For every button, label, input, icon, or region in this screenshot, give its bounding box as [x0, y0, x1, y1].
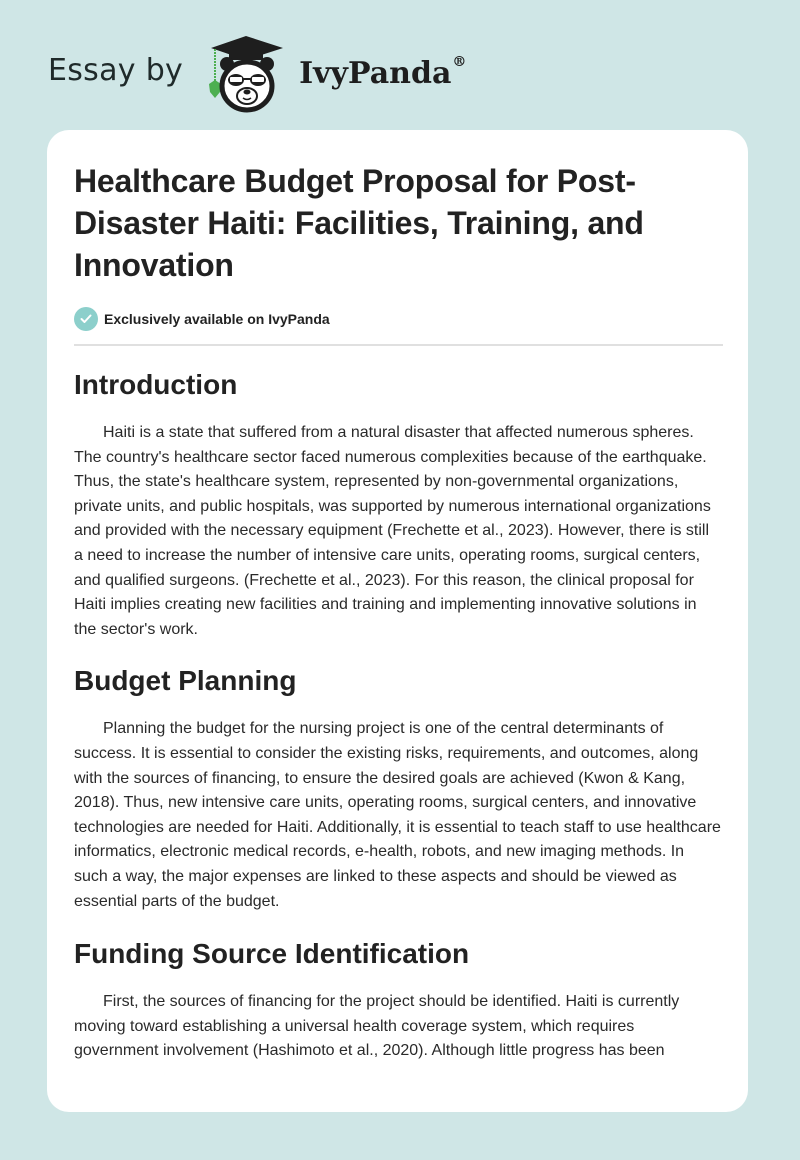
check-circle-icon — [74, 307, 98, 331]
badge-text: Exclusively available on IvyPanda — [104, 311, 330, 327]
brand-name-text: IvyPanda — [299, 55, 452, 91]
section-introduction — [74, 368, 722, 642]
title-divider — [74, 344, 723, 346]
essay-card — [47, 130, 748, 1112]
panda-graduate-logo-icon[interactable] — [203, 34, 289, 114]
section-budget-planning — [74, 664, 722, 914]
essay-by-label: Essay by — [48, 52, 184, 88]
registered-mark: ® — [452, 53, 467, 70]
section-paragraph: Haiti is a state that suffered from a natural disaster that affected numerous spheres. The country's healthcare sector faced numerous complexities because of the earthquake. Thus, the state's healthcare system, represented by non-governmental organizations, private units, and public hospitals, was supported by numerous international organizations and provided with the necessary equipment (Frechette et al., 2023). However, there is still a need to increase the number of intensive care units, operating rooms, surgical centers, and qualified surgeons. (Frechette et al., 2023). For this reason, the clinical proposal for Haiti implies creating new facilities and training and implementing innovative solutions in the sector's work. — [74, 424, 711, 638]
brand-name[interactable] — [299, 53, 467, 91]
essay-title: Healthcare Budget Proposal for Post-Disaster Haiti: Facilities, Training, and Innovation — [74, 163, 644, 283]
section-heading: Budget Planning — [74, 665, 297, 697]
section-paragraph: First, the sources of financing for the project should be identified. Haiti is currently moving toward establishing a universal health coverage system, which requires government involvement (Hashimoto et al., 2020). Although little progress has been — [74, 993, 680, 1060]
section-funding-source-identification — [74, 937, 722, 1064]
section-heading: Funding Source Identification — [74, 938, 470, 970]
exclusive-badge — [74, 306, 722, 332]
section-heading: Introduction — [74, 369, 238, 400]
section-paragraph: Planning the budget for the nursing project is one of the central determinants of success. It is essential to consider the existing risks, requirements, and outcomes, along with the sources of financing, to ensure the desired goals are achieved (Kwon & Kang, 2018). Thus, new intensive care units, operating rooms, surgical centers, and innovative technologies are needed for Haiti. Additionally, it is essential to teach staff to use healthcare informatics, electronic medical records, e-health, robots, and new imaging methods. In such a way, the major expenses are linked to these aspects and should be viewed as essential parts of the budget. — [74, 720, 721, 910]
site-header — [48, 34, 466, 114]
